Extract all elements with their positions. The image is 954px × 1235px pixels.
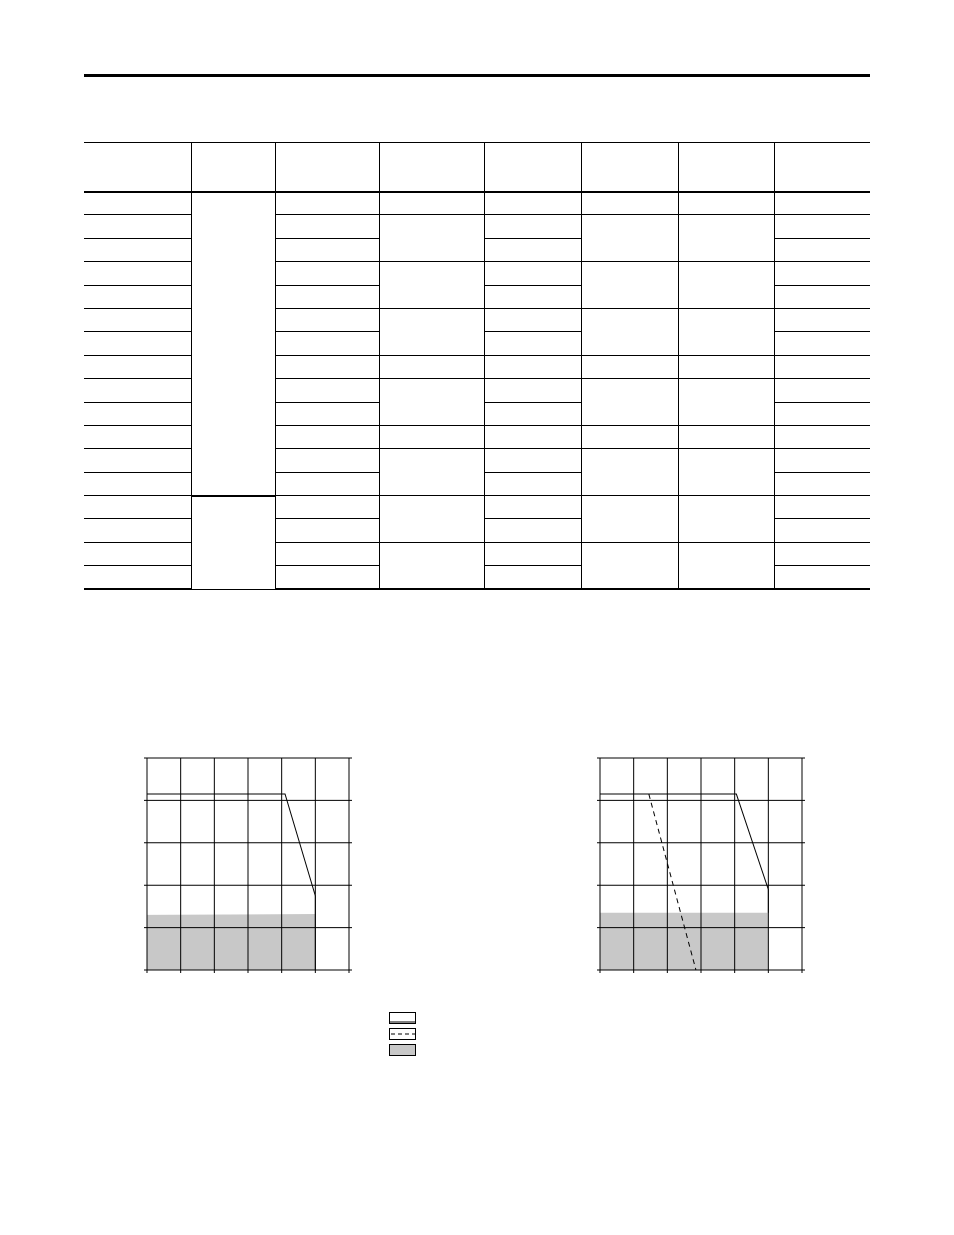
legend-swatch-dashed-line bbox=[389, 1028, 416, 1040]
table-cell bbox=[275, 332, 379, 355]
table-cell bbox=[84, 332, 191, 355]
table-cell bbox=[379, 425, 484, 448]
table-cell bbox=[379, 308, 484, 355]
derating-chart-left bbox=[140, 752, 356, 976]
table-cell bbox=[84, 379, 191, 402]
table-cell bbox=[774, 566, 870, 589]
table-cell bbox=[275, 355, 379, 378]
table-cell bbox=[678, 542, 774, 589]
table-cell bbox=[275, 496, 379, 519]
series-shaded-area bbox=[600, 913, 768, 970]
table-cell bbox=[774, 238, 870, 261]
table-cell bbox=[678, 262, 774, 309]
table-cell bbox=[774, 285, 870, 308]
chart-legend bbox=[389, 1012, 509, 1060]
table-cell bbox=[484, 519, 581, 542]
specification-table bbox=[84, 142, 870, 590]
table-cell-group bbox=[191, 192, 275, 496]
table-cell bbox=[484, 542, 581, 565]
table-cell bbox=[774, 379, 870, 402]
table-cell bbox=[84, 519, 191, 542]
table-cell bbox=[774, 496, 870, 519]
column-header bbox=[84, 143, 191, 192]
table-cell bbox=[581, 215, 678, 262]
column-header bbox=[484, 143, 581, 192]
table-cell bbox=[84, 355, 191, 378]
table-row bbox=[84, 192, 870, 215]
table-cell bbox=[581, 355, 678, 378]
table-cell bbox=[678, 308, 774, 355]
table-cell bbox=[379, 449, 484, 496]
table-cell bbox=[484, 238, 581, 261]
table-cell bbox=[774, 472, 870, 495]
table-cell bbox=[774, 262, 870, 285]
table-cell bbox=[84, 449, 191, 472]
table-cell bbox=[84, 542, 191, 565]
table-cell bbox=[275, 519, 379, 542]
table-cell bbox=[379, 379, 484, 426]
column-header bbox=[191, 143, 275, 192]
table-cell bbox=[678, 496, 774, 543]
table-cell bbox=[275, 566, 379, 589]
table-cell bbox=[275, 262, 379, 285]
table-cell bbox=[774, 542, 870, 565]
table-cell bbox=[484, 285, 581, 308]
table-cell bbox=[774, 332, 870, 355]
table-cell bbox=[484, 402, 581, 425]
table-cell bbox=[275, 449, 379, 472]
table-cell bbox=[774, 308, 870, 331]
table-cell bbox=[379, 355, 484, 378]
page-title bbox=[84, 100, 870, 116]
table-cell bbox=[678, 192, 774, 215]
table-cell bbox=[275, 472, 379, 495]
table-cell bbox=[581, 308, 678, 355]
table-header-row bbox=[84, 143, 870, 192]
table-cell bbox=[275, 425, 379, 448]
table-cell bbox=[84, 308, 191, 331]
table-cell bbox=[379, 262, 484, 309]
table-cell bbox=[84, 262, 191, 285]
table-cell bbox=[84, 215, 191, 238]
table-cell bbox=[484, 308, 581, 331]
table-cell bbox=[774, 355, 870, 378]
series-shaded-area bbox=[147, 914, 315, 970]
table-cell bbox=[379, 192, 484, 215]
table-cell bbox=[275, 379, 379, 402]
table-cell-group bbox=[191, 496, 275, 590]
table-cell bbox=[484, 379, 581, 402]
table-cell bbox=[84, 472, 191, 495]
legend-swatch-shaded-area bbox=[389, 1044, 416, 1056]
table-cell bbox=[484, 449, 581, 472]
table-cell bbox=[84, 496, 191, 519]
table-cell bbox=[774, 402, 870, 425]
series-solid-line bbox=[600, 794, 768, 913]
legend-swatch-solid-line bbox=[389, 1012, 416, 1024]
table-cell bbox=[275, 402, 379, 425]
table-cell bbox=[484, 425, 581, 448]
table-cell bbox=[484, 332, 581, 355]
column-header bbox=[581, 143, 678, 192]
table-cell bbox=[774, 519, 870, 542]
table-cell bbox=[84, 566, 191, 589]
table-cell bbox=[275, 285, 379, 308]
table-cell bbox=[275, 542, 379, 565]
top-rule bbox=[84, 74, 870, 77]
table-cell bbox=[275, 192, 379, 215]
table-cell bbox=[84, 425, 191, 448]
table-cell bbox=[275, 238, 379, 261]
table-cell bbox=[774, 215, 870, 238]
table-cell bbox=[84, 285, 191, 308]
table-cell bbox=[484, 192, 581, 215]
table-cell bbox=[275, 308, 379, 331]
derating-chart-right bbox=[593, 752, 809, 976]
table-cell bbox=[774, 449, 870, 472]
table-cell bbox=[379, 496, 484, 543]
table-cell bbox=[379, 215, 484, 262]
table-cell bbox=[581, 262, 678, 309]
table-cell bbox=[678, 425, 774, 448]
table-cell bbox=[484, 472, 581, 495]
table-cell bbox=[678, 379, 774, 426]
table-row bbox=[84, 496, 870, 519]
table-cell bbox=[379, 542, 484, 589]
table-cell bbox=[484, 496, 581, 519]
table-cell bbox=[678, 215, 774, 262]
table-cell bbox=[484, 262, 581, 285]
table-cell bbox=[581, 425, 678, 448]
table-cell bbox=[275, 215, 379, 238]
table-cell bbox=[484, 355, 581, 378]
table-cell bbox=[581, 496, 678, 543]
table-cell bbox=[678, 449, 774, 496]
table-cell bbox=[581, 192, 678, 215]
column-header bbox=[379, 143, 484, 192]
table-cell bbox=[484, 566, 581, 589]
column-header bbox=[678, 143, 774, 192]
table-cell bbox=[84, 192, 191, 215]
table-cell bbox=[678, 355, 774, 378]
table-cell bbox=[774, 192, 870, 215]
table-cell bbox=[581, 379, 678, 426]
table-cell bbox=[774, 425, 870, 448]
column-header bbox=[275, 143, 379, 192]
column-header bbox=[774, 143, 870, 192]
table-cell bbox=[84, 402, 191, 425]
table-cell bbox=[484, 215, 581, 238]
table-cell bbox=[84, 238, 191, 261]
table-cell bbox=[581, 542, 678, 589]
table-cell bbox=[581, 449, 678, 496]
